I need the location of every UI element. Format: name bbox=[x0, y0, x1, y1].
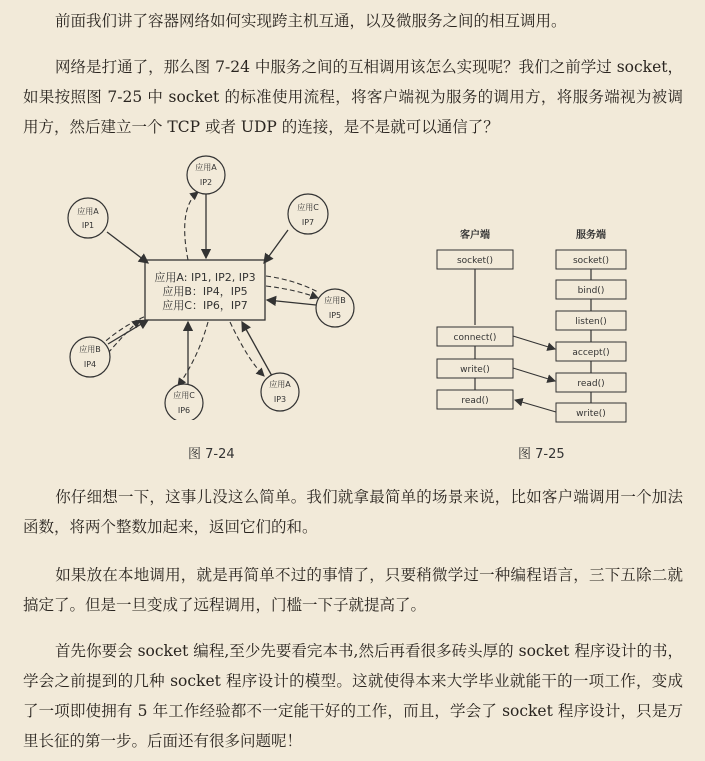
registry-line-a: 应用A: IP1, IP2, IP3 bbox=[154, 271, 256, 284]
svg-text:应用C: 应用C bbox=[173, 391, 195, 400]
arrow-write-back-read bbox=[515, 400, 556, 412]
arrow-ip3 bbox=[242, 322, 272, 376]
svg-text:connect(): connect() bbox=[453, 333, 497, 343]
server-step-accept bbox=[556, 342, 626, 361]
call-arrow-to-ip5 bbox=[266, 286, 318, 298]
server-title: 服务端 bbox=[576, 230, 606, 241]
paragraph-2: 网络是打通了，那么图 7-24 中服务之间的互相调用该怎么实现呢？我们之前学过 socket，如果按照图 7-25 中 socket 的标准使用流程，将客户端视为服务的调用方，将服务端视为被调用方，然后建立一个 TCP 或者 UDP 的连接，是不是就可以通信了？ bbox=[23, 58, 683, 136]
svg-text:IP5: IP5 bbox=[328, 311, 342, 320]
svg-text:listen(): listen() bbox=[575, 317, 607, 327]
node-ip6 bbox=[165, 384, 203, 420]
svg-text:应用A: 应用A bbox=[77, 207, 99, 216]
svg-text:IP4: IP4 bbox=[83, 360, 97, 369]
svg-text:IP2: IP2 bbox=[199, 178, 213, 187]
svg-text:socket(): socket() bbox=[456, 256, 494, 266]
server-step-write bbox=[556, 403, 626, 422]
svg-text:socket(): socket() bbox=[572, 256, 610, 266]
call-arrow-to-ip6 bbox=[178, 322, 208, 386]
server-step-read bbox=[556, 373, 626, 392]
paragraph-3: 你仔细想一下，这事儿没这么简单。我们就拿最简单的场景来说，比如客户端调用一个加法函数，将两个整数加起来，返回它们的和。 bbox=[23, 488, 683, 536]
svg-text:应用A: 应用A bbox=[195, 163, 217, 172]
figure-7-24-diagram bbox=[60, 148, 370, 420]
paragraph-5: 首先你要会 socket 编程,至少先要看完本书,然后再看很多砖头厚的 socket 程序设计的书，学会之前提到的几种 socket 程序设计的模型。这就使得本来大学毕业就能干的一项工作，变成了一项即使拥有 5 年工作经验都不一定能干好的工作，而且，学会了 socket 程序设计，只是万里长征的第一步。后面还有很多问题呢！ bbox=[23, 642, 683, 750]
arrow-write-read bbox=[513, 368, 555, 381]
arrow-ip1 bbox=[107, 232, 148, 263]
registry-line-b: 应用B：IP4，IP5 bbox=[162, 285, 248, 298]
svg-text:accept(): accept() bbox=[572, 348, 610, 358]
node-ip5 bbox=[316, 289, 354, 327]
paragraph-4: 如果放在本地调用，就是再简单不过的事情了，只要稍微学过一种编程语言，三下五除二就搞定了。但是一旦变成了远程调用，门槛一下子就提高了。 bbox=[23, 566, 683, 614]
svg-text:应用B: 应用B bbox=[79, 345, 101, 354]
figure-7-25-caption: 图 7-25 bbox=[518, 447, 565, 462]
server-step-socket bbox=[556, 250, 626, 269]
client-step-socket bbox=[437, 250, 513, 269]
call-arrow-ip4-a bbox=[108, 320, 140, 353]
server-step-listen bbox=[556, 311, 626, 330]
server-step-bind bbox=[556, 280, 626, 299]
svg-text:应用A: 应用A bbox=[269, 380, 291, 389]
node-ip2 bbox=[187, 156, 225, 194]
client-step-connect bbox=[437, 327, 513, 346]
node-ip7 bbox=[288, 194, 328, 234]
call-arrow-ip5-b bbox=[266, 276, 318, 292]
node-ip3 bbox=[261, 373, 299, 411]
svg-text:IP7: IP7 bbox=[301, 218, 315, 227]
node-ip4 bbox=[70, 337, 110, 377]
svg-text:IP6: IP6 bbox=[177, 406, 191, 415]
svg-text:write(): write() bbox=[460, 365, 490, 375]
svg-text:read(): read() bbox=[577, 379, 605, 389]
node-ip1 bbox=[68, 198, 108, 238]
arrow-ip7 bbox=[264, 230, 288, 263]
svg-text:IP3: IP3 bbox=[273, 395, 287, 404]
client-title: 客户端 bbox=[460, 230, 490, 241]
paragraph-1: 前面我们讲了容器网络如何实现跨主机互通，以及微服务之间的相互调用。 bbox=[55, 12, 567, 30]
svg-text:bind(): bind() bbox=[577, 286, 605, 296]
client-step-read bbox=[437, 390, 513, 409]
client-step-write bbox=[437, 359, 513, 378]
registry-line-c: 应用C：IP6，IP7 bbox=[162, 299, 248, 312]
svg-text:应用C: 应用C bbox=[297, 203, 319, 212]
arrow-connect-accept bbox=[513, 336, 555, 349]
svg-text:IP1: IP1 bbox=[81, 221, 95, 230]
figure-7-25-diagram bbox=[428, 225, 648, 425]
svg-text:应用B: 应用B bbox=[324, 296, 346, 305]
figure-7-24-caption: 图 7-24 bbox=[188, 447, 235, 462]
call-arrow-to-ip2 bbox=[185, 192, 198, 260]
svg-text:write(): write() bbox=[576, 409, 606, 419]
arrow-ip5 bbox=[267, 300, 316, 305]
svg-text:read(): read() bbox=[461, 396, 489, 406]
